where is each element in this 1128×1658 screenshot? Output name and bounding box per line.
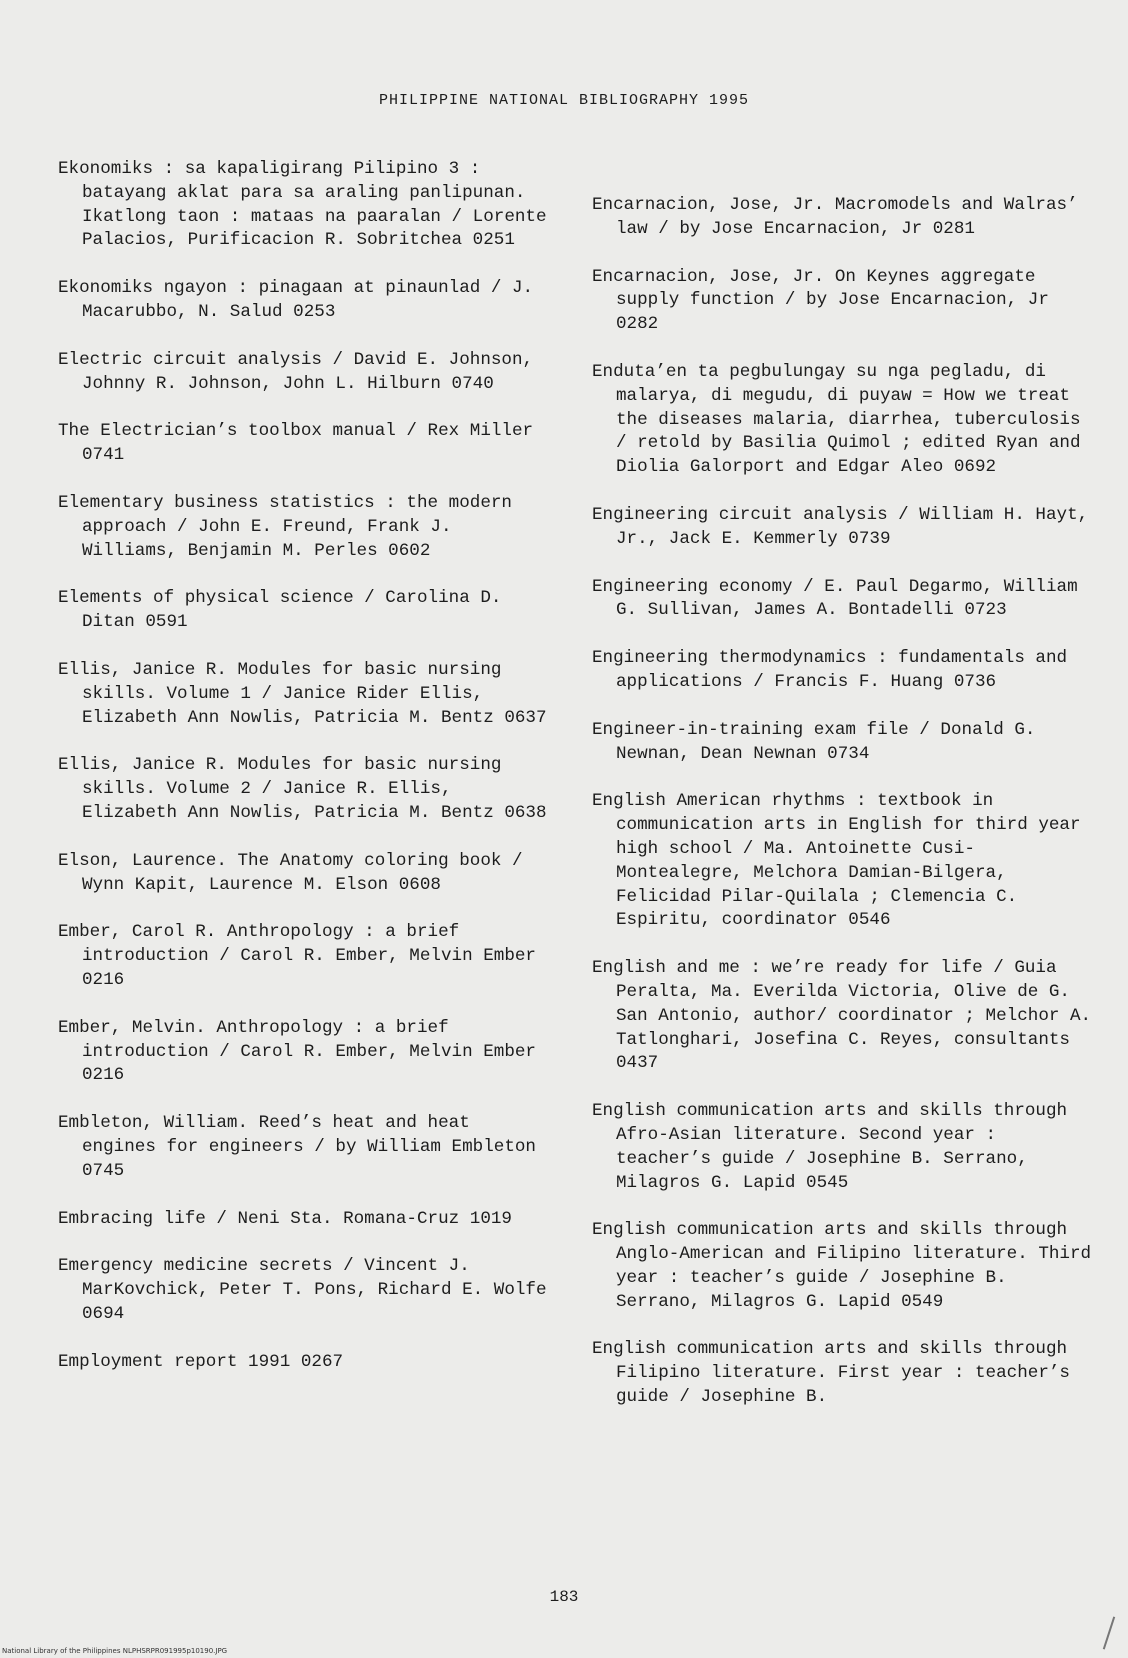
bibliography-entry: English and me : we’re ready for life / Guia Peralta, Ma. Everilda Victoria, Olive de G. San Antonio, author/ coordinator ; Melchor A. Tatlonghari, Josefina C. Reyes, consultants 0437 bbox=[592, 958, 1092, 1074]
scan-label: National Library of the Philippines NLPHSRPR091995p10190.JPG bbox=[2, 1647, 228, 1655]
page-header: PHILIPPINE NATIONAL BIBLIOGRAPHY 1995 bbox=[378, 92, 750, 109]
bibliography-entry: Engineer-in-training exam file / Donald G. Newnan, Dean Newnan 0734 bbox=[592, 719, 1036, 764]
bibliography-entry: Engineering economy / E. Paul Degarmo, William G. Sullivan, James A. Bontadelli 0723 bbox=[592, 576, 1078, 621]
bibliography-entry: Encarnacion, Jose, Jr. On Keynes aggregate supply function / by Jose Encarnacion, Jr 0282 bbox=[592, 266, 1049, 335]
bibliography-entry: Engineering circuit analysis / William H. Hayt, Jr., Jack E. Kemmerly 0739 bbox=[592, 504, 1089, 549]
bibliography-entry: Encarnacion, Jose, Jr. Macromodels and Walras’ law / by Jose Encarnacion, Jr 0281 bbox=[592, 195, 1078, 239]
bibliography-entry: English communication arts and skills through Filipino literature. First year : teacher’s guide / Josephine B. bbox=[592, 1339, 1070, 1408]
scan-edge-mark bbox=[1103, 1617, 1115, 1650]
bibliography-entry: Emergency medicine secrets / Vincent J. MarKovchick, Peter T. Pons, Richard E. Wolfe 0694 bbox=[58, 1256, 547, 1324]
bibliography-entry: Ekonomiks ngayon : pinagaan at pinaunlad / J. Macarubbo, N. Salud 0253 bbox=[58, 278, 534, 322]
bibliography-entry: Elson, Laurence. The Anatomy coloring book / Wynn Kapit, Laurence M. Elson 0608 bbox=[58, 850, 523, 895]
bibliography-entry: The Electrician’s toolbox manual / Rex Miller 0741 bbox=[58, 421, 534, 466]
bibliography-entry: Ellis, Janice R. Modules for basic nursing skills. Volume 2 / Janice R. Ellis, Elizabeth Ann Nowlis, Patricia M. Bentz 0638 bbox=[58, 755, 547, 823]
bibliography-entry: Elements of physical science / Carolina D. Ditan 0591 bbox=[58, 588, 502, 633]
bibliography-entry: Ellis, Janice R. Modules for basic nursing skills. Volume 1 / Janice Rider Ellis, Elizabeth Ann Nowlis, Patricia M. Bentz 0637 bbox=[58, 659, 547, 728]
bibliography-entry: Engineering thermodynamics : fundamentals and applications / Francis F. Huang 0736 bbox=[592, 648, 1068, 692]
bibliography-entry: Elementary business statistics : the modern approach / John E. Freund, Frank J. Williams, Benjamin M. Perles 0602 bbox=[58, 492, 512, 561]
bibliography-entry: Ember, Melvin. Anthropology : a brief introduction / Carol R. Ember, Melvin Ember 0216 bbox=[58, 1017, 536, 1086]
bibliography-entry: Employment report 1991 0267 bbox=[58, 1351, 344, 1372]
bibliography-entry: English communication arts and skills through Anglo-American and Filipino literature. Third year : teacher’s guide / Josephine B. Serrano, Milagros G. Lapid 0549 bbox=[592, 1220, 1092, 1312]
bibliography-entry: English communication arts and skills through Afro-Asian literature. Second year : teacher’s guide / Josephine B. Serrano, Milagros G. Lapid 0545 bbox=[592, 1101, 1068, 1193]
bibliography-entry: Ember, Carol R. Anthropology : a brief introduction / Carol R. Ember, Melvin Ember 0216 bbox=[58, 922, 536, 990]
bibliography-entry: Enduta’en ta pegbulungay su nga pegladu, di malarya, di megudu, di puyaw = How we treat the diseases malaria, diarrhea, tuberculosis / retold by Basilia Quimol ; edited Ryan and Diolia Galorport and Edgar Aleo 0692 bbox=[592, 361, 1081, 478]
bibliography-entry: Electric circuit analysis / David E. Johnson, Johnny R. Johnson, John L. Hilburn 0740 bbox=[58, 349, 534, 394]
bibliography-entry: Embleton, William. Reed’s heat and heat engines for engineers / by William Embleton 0745 bbox=[58, 1113, 536, 1181]
left-column bbox=[58, 158, 550, 1398]
page-number: 183 bbox=[549, 1588, 579, 1606]
bibliography-entry: Embracing life / Neni Sta. Romana-Cruz 1019 bbox=[58, 1208, 512, 1229]
bibliography-entry: English American rhythms : textbook in communication arts in English for third year high school / Ma. Antoinette Cusi-Montealegre, Melchora Damian-Bilgera, Felicidad Pilar-Quilala ; Clemencia C. Espiritu, coordinator 0546 bbox=[592, 791, 1081, 931]
right-column bbox=[592, 194, 1092, 1434]
bibliography-entry: Ekonomiks : sa kapaligirang Pilipino 3 : batayang aklat para sa araling panlipunan. Ikatlong taon : mataas na paaralan / Lorente Palacios, Purificacion R. Sobritchea 0251 bbox=[58, 159, 547, 251]
